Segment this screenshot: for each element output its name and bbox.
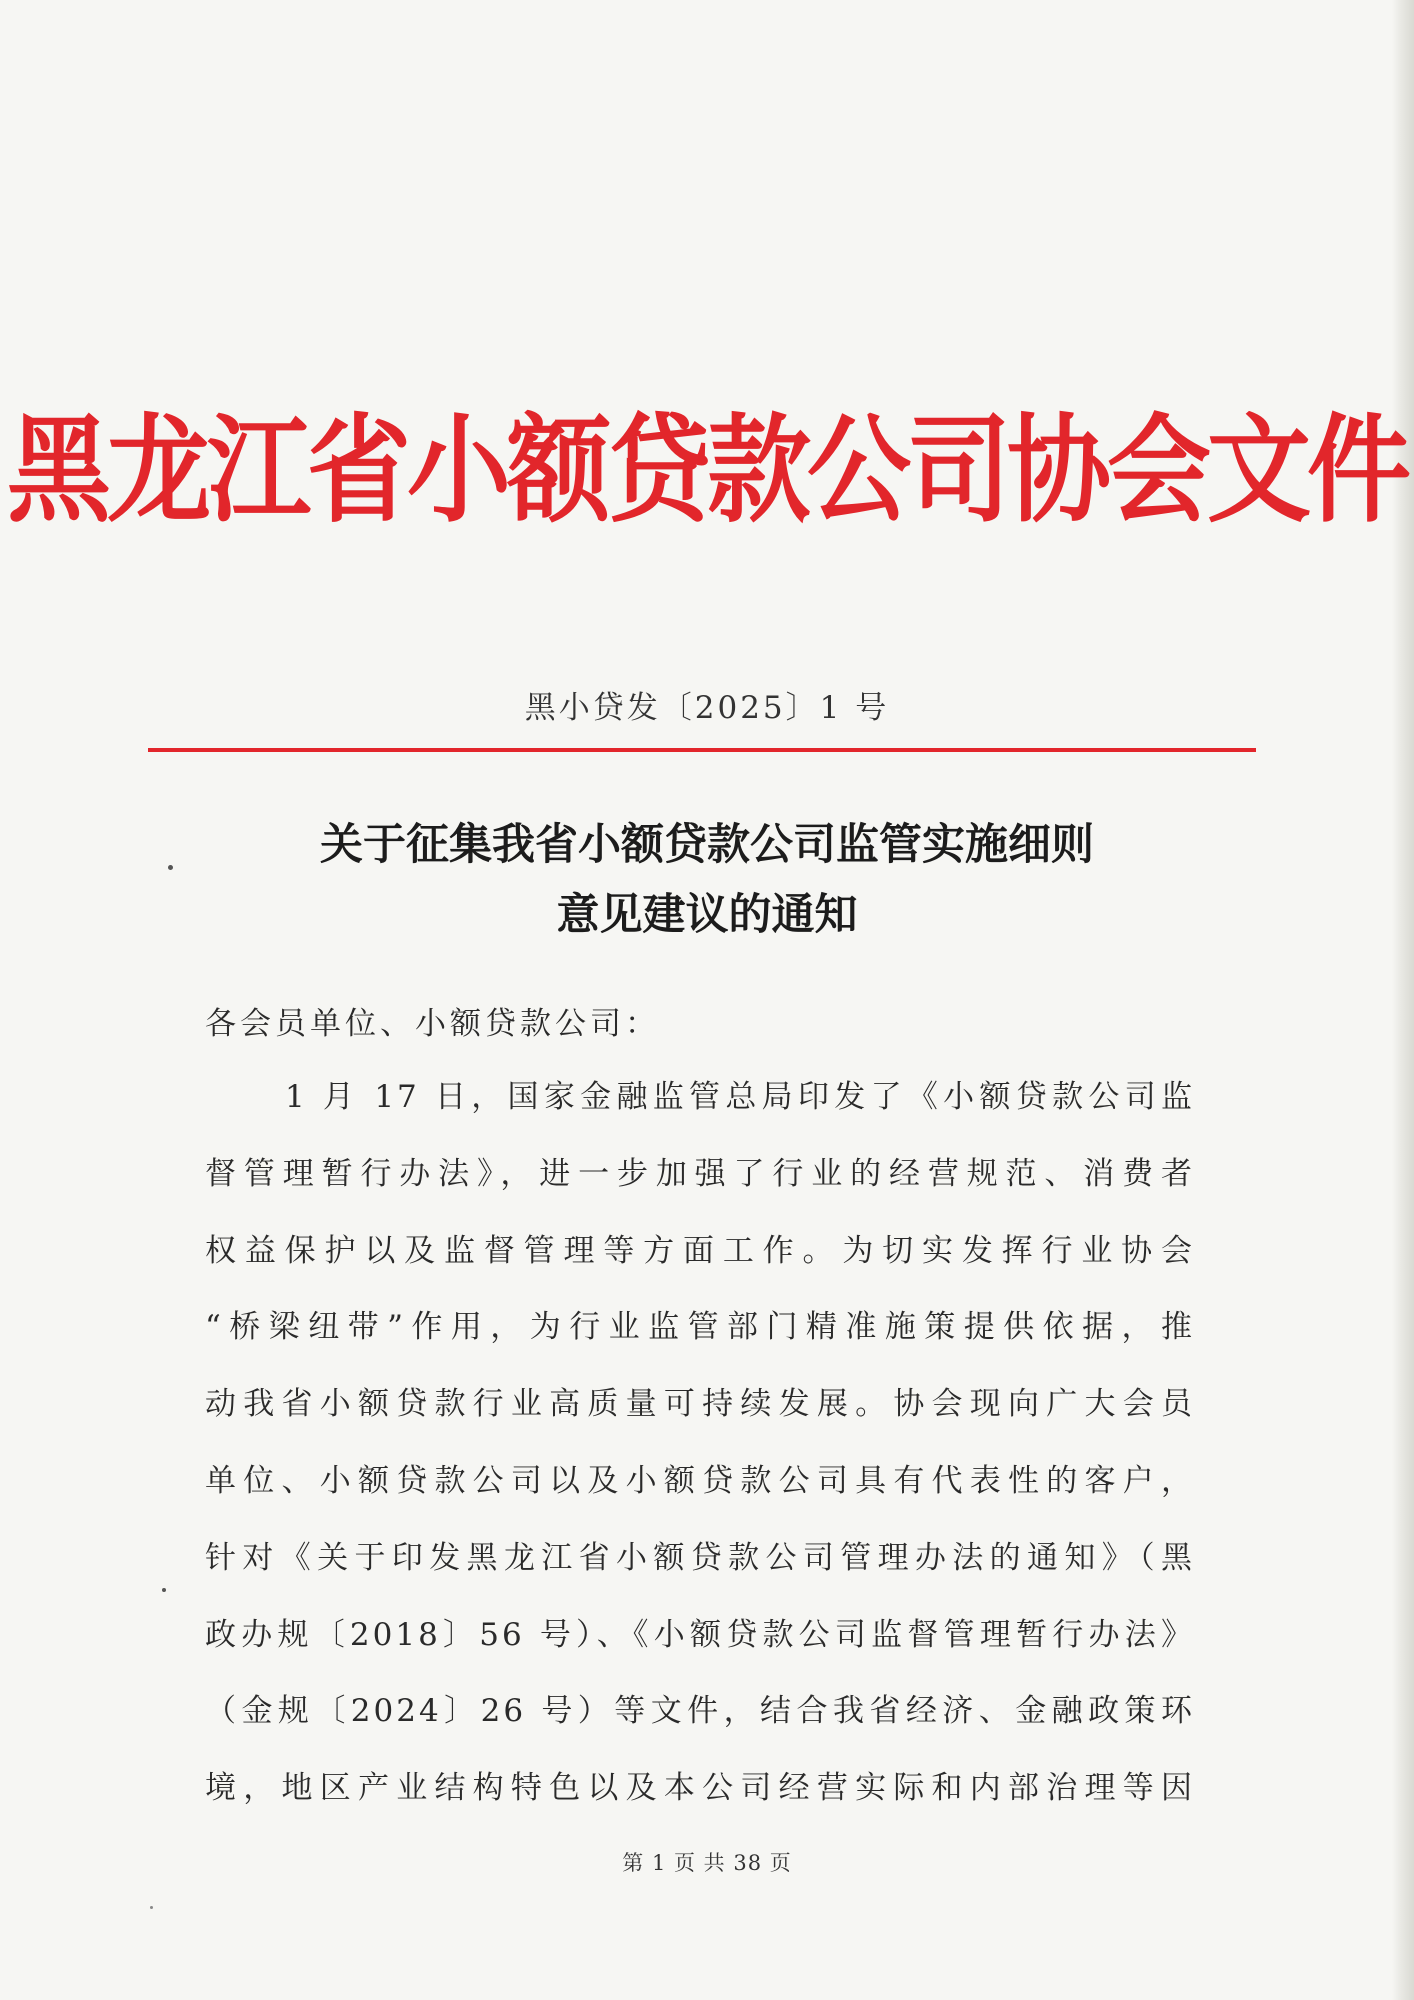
body-line: （金规〔2024〕26 号）等文件，结合我省经济、金融政策环 (205, 1693, 1195, 1730)
body-line: 权益保护以及监督管理等方面工作。为切实发挥行业协会 (205, 1232, 1195, 1269)
body-line: 单位、小额贷款公司以及小额贷款公司具有代表性的客户， (205, 1462, 1195, 1499)
body-line: 针对《关于印发黑龙江省小额贷款公司管理办法的通知》（黑 (205, 1539, 1195, 1576)
scan-speck (150, 1906, 153, 1909)
body-line: 1 月 17 日，国家金融监管总局印发了《小额贷款公司监 (285, 1079, 1195, 1115)
body-line: 政办规〔2018〕56 号）、《小额贷款公司监督管理暂行办法》 (205, 1616, 1195, 1653)
body-line: 督管理暂行办法》，进一步加强了行业的经营规范、消费者 (205, 1155, 1195, 1192)
document-number: 黑小贷发〔2025〕1 号 (524, 690, 890, 726)
notice-body (205, 1059, 1195, 1827)
body-line: 境，地区产业结构特色以及本公司经营实际和内部治理等因 (205, 1770, 1195, 1807)
body-line: 动我省小额贷款行业高质量可持续发展。协会现向广大会员 (205, 1386, 1195, 1423)
notice-title-line-2: 意见建议的通知 (556, 890, 858, 940)
body-line: “桥梁纽带”作用，为行业监管部门精准施策提供依据，推 (205, 1309, 1195, 1346)
scanned-page-edge (1392, 0, 1414, 2000)
notice-title (0, 810, 1414, 950)
document-banner: 黑龙江省小额贷款公司协会文件 (6, 400, 1407, 539)
red-divider-line (148, 748, 1256, 752)
notice-title-line-1: 关于征集我省小额贷款公司监管实施细则 (320, 820, 1094, 870)
salutation: 各会员单位、小额贷款公司： (205, 1006, 660, 1042)
scan-speck (162, 1588, 166, 1592)
page-number: 第 1 页 共 38 页 (622, 1851, 792, 1875)
